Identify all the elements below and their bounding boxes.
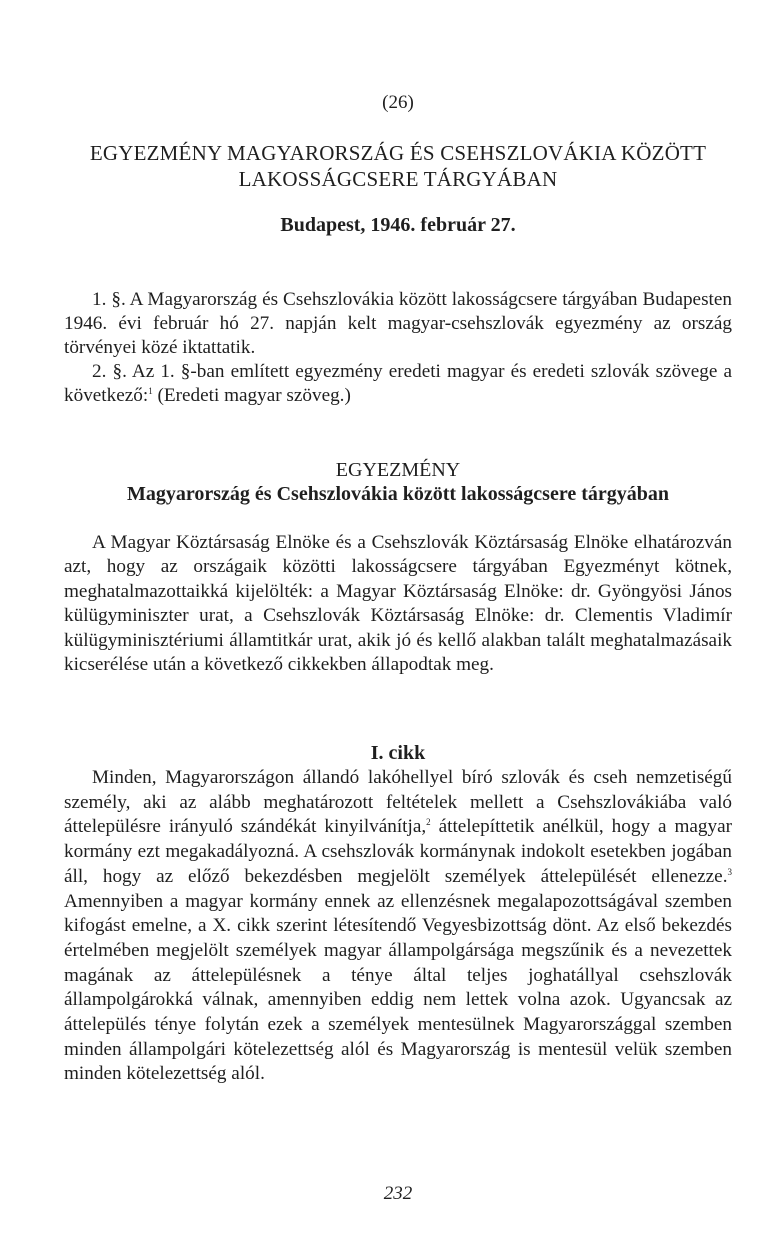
title-line-2: LAKOSSÁGCSERE TÁRGYÁBAN <box>238 167 558 191</box>
preamble-section <box>64 531 732 677</box>
article-1-part-2: áttelepíttetik anélkül, hogy a magyar kormány ezt megakadályozná. A csehszlovák kormánynak indokolt esetekben jogában áll, hogy az előző bekezdésben megjelölt személyek áttelepülését ellenezze. <box>64 816 732 887</box>
article-1-part-1: Minden, Magyarországon állandó lakóhellyel bíró szlovák és cseh nemzetiségű személy, aki az alább meghatározott feltételek mellett a Csehszlovákiába való áttelepülésre irányuló szándékát kinyilvánítja, <box>64 767 732 838</box>
dateline: Budapest, 1946. február 27. <box>280 214 516 236</box>
intro-paragraph-2 <box>64 360 732 408</box>
document-number: (26) <box>382 92 414 113</box>
document-title <box>64 140 732 192</box>
intro-section <box>64 288 732 408</box>
agreement-title: EGYEZMÉNY <box>335 459 461 481</box>
preamble-paragraph: A Magyar Köztársaság Elnöke és a Csehszlovák Köztársaság Elnöke elhatározván azt, hogy az országaik közötti lakosságcsere tárgyában Egyezményt kötnek, meghatalmazottaikká kijelölték: a Magyar Köztársaság Elnöke: dr. Gyöngyösi János külügyminiszter urat, a Csehszlovák Köztársaság Elnöke: dr. Clementis Vladimír külügyminisztériumi államtitkár urat, akik jó és kellő alakban talált meghatalmazásaik kicserélése után a következő cikkekben állapodtak meg. <box>64 532 732 676</box>
article-1-paragraph <box>64 766 732 1087</box>
article-1-heading: I. cikk <box>370 742 426 764</box>
footnote-ref-1: 1 <box>148 386 153 396</box>
footnote-ref-3: 3 <box>727 866 732 877</box>
title-line-1: EGYEZMÉNY MAGYARORSZÁG ÉS CSEHSZLOVÁKIA KÖZÖTT <box>89 141 707 165</box>
article-1-part-3: Amennyiben a magyar kormány ennek az ellenzésnek megalapozottságával szemben kifogást emelne, a X. cikk szerint létesítendő Vegyesbizottság dönt. Az első bekezdés értelmében megjelölt személyek magyar állampolgársága megszűnik és a nevezettek magának az áttelepülésnek a ténye által teljes joghatállyal csehszlovák állampolgárokká válnak, amennyiben eddig nem lettek volna azok. Ugyancsak az áttelepülés ténye folytán ezek a személyek mentesülnek Magyarországgal szemben minden állampolgári kötelezettség alól és Magyarország is mentesül velük szemben minden kötelezettség alól. <box>64 890 732 1085</box>
article-1-body <box>64 766 732 1087</box>
intro-paragraph-2-tail: (Eredeti magyar szöveg.) <box>152 385 351 406</box>
footnote-ref-2: 2 <box>426 817 431 828</box>
intro-paragraph-2-text: 2. §. Az 1. §-ban említett egyezmény eredeti magyar és eredeti szlovák szövege a következő: <box>64 361 732 406</box>
agreement-subtitle: Magyarország és Csehszlovákia között lakosságcsere tárgyában <box>127 483 669 505</box>
intro-paragraph-1: 1. §. A Magyarország és Csehszlovákia között lakosságcsere tárgyában Budapesten 1946. évi február hó 27. napján kelt magyar-csehszlovák egyezmény az ország törvényei közé iktattatik. <box>64 289 732 358</box>
page-number: 232 <box>383 1183 413 1204</box>
